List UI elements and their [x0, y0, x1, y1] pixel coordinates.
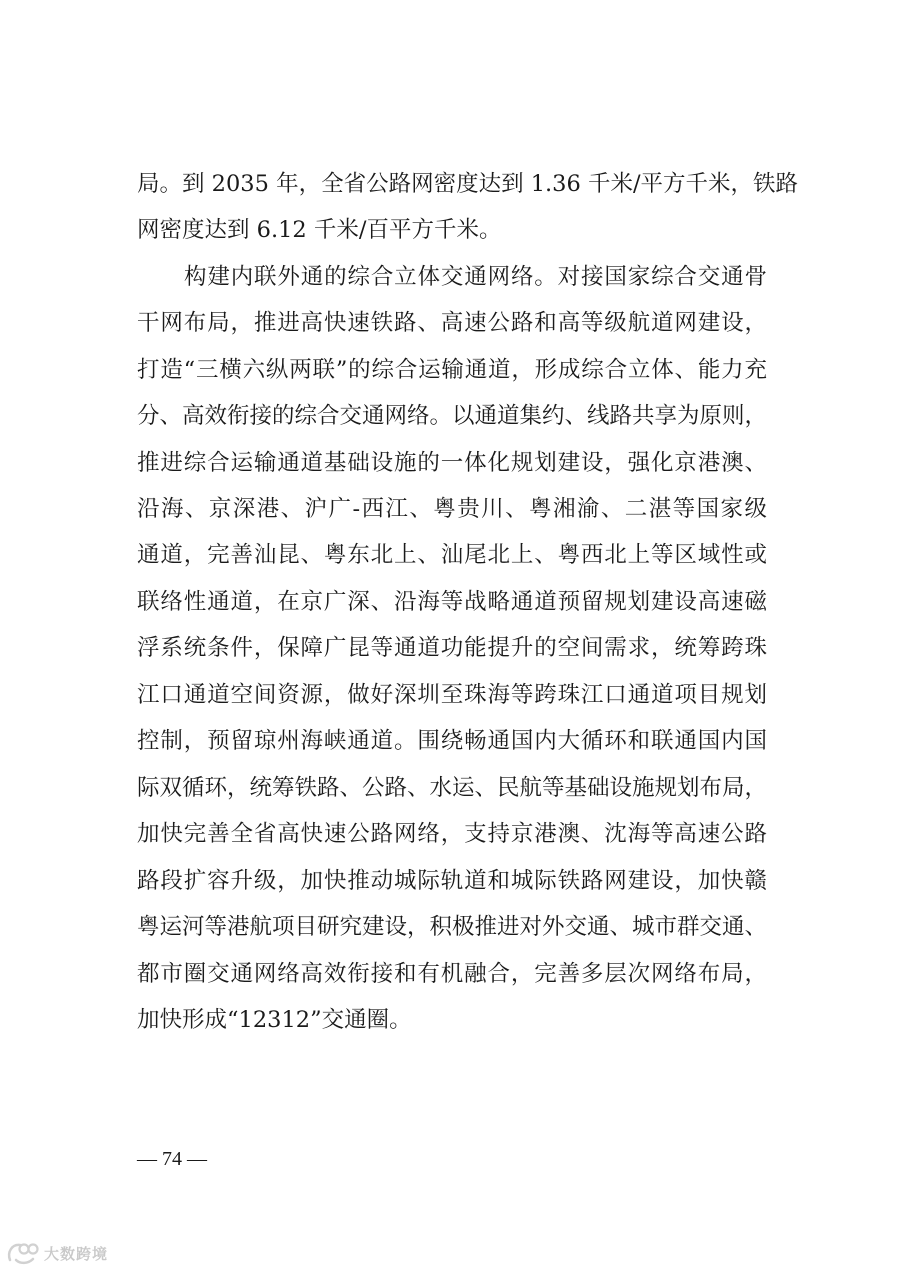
- text-line: 浮系统条件，保障广昆等通道功能提升的空间需求，统筹跨珠: [137, 635, 767, 661]
- text-line: 联络性通道，在京广深、沿海等战略通道预留规划建设高速磁: [137, 589, 767, 615]
- text-line: 分、高效衔接的综合交通网络。以通道集约、线路共享为原则，: [137, 403, 768, 429]
- text-line: 沿海、京深港、沪广-西江、粤贵川、粤湘渝、二湛等国家级: [137, 496, 767, 522]
- text-line: 路段扩容升级，加快推动城际轨道和城际铁路网建设，加快赣: [137, 868, 767, 894]
- watermark: [6, 1238, 108, 1268]
- text-line: 打造“三横六纵两联”的综合运输通道，形成综合立体、能力充: [137, 357, 767, 383]
- page-number: — 74 —: [137, 1148, 207, 1170]
- text-line: 推进综合运输通道基础设施的一体化规划建设，强化京港澳、: [137, 450, 767, 476]
- text-line: 通道，完善汕昆、粤东北上、汕尾北上、粤西北上等区域性或: [137, 542, 767, 568]
- paragraph-heading-line: 构建内联外通的综合立体交通网络。对接国家综合交通骨: [184, 264, 767, 290]
- text-line: 加快形成“12312”交通圈。: [137, 1007, 412, 1033]
- text-line: 江口通道空间资源，做好深圳至珠海等跨珠江口通道项目规划: [137, 682, 767, 708]
- text-line: 局。到 2035 年，全省公路网密度达到 1.36 千米/平方千米，铁路: [137, 171, 799, 197]
- text-line: 干网布局，推进高快速铁路、高速公路和高等级航道网建设，: [137, 310, 767, 336]
- text-line: 控制，预留琼州海峡通道。围绕畅通国内大循环和联通国内国: [137, 728, 767, 754]
- text-line: 际双循环，统筹铁路、公路、水运、民航等基础设施规划布局，: [137, 775, 768, 801]
- text-line: 粤运河等港航项目研究建设，积极推进对外交通、城市群交通、: [137, 914, 768, 940]
- watermark-text: 大数跨境: [44, 1244, 109, 1263]
- text-line: 加快完善全省高快速公路网络，支持京港澳、沈海等高速公路: [137, 821, 767, 847]
- text-line: 网密度达到 6.12 千米/百平方千米。: [137, 217, 502, 243]
- text-line: 都市圈交通网络高效衔接和有机融合，完善多层次网络布局，: [137, 961, 767, 987]
- watermark-logo-icon: [6, 1240, 40, 1266]
